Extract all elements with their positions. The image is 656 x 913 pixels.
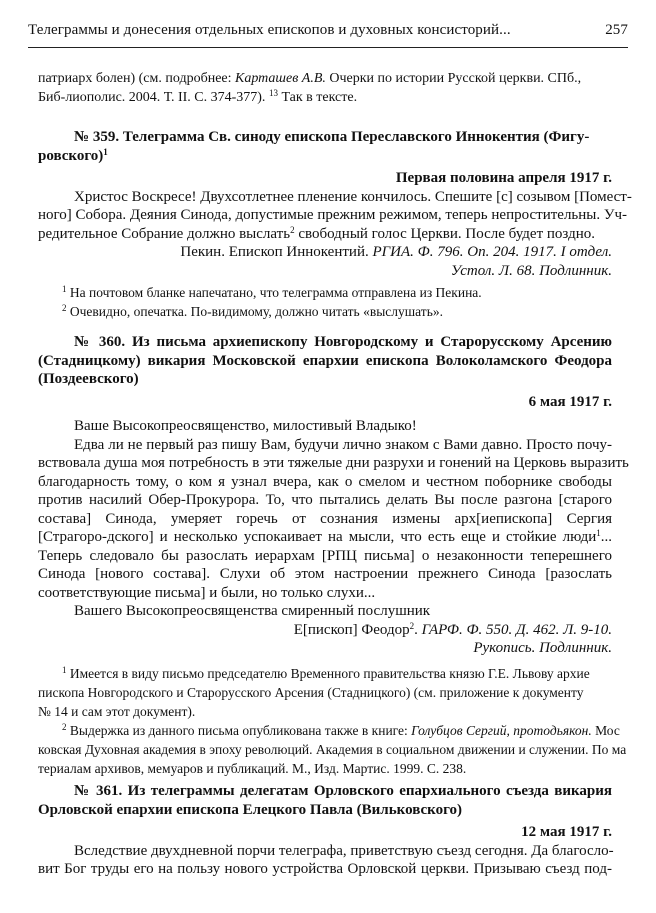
document-361 bbox=[38, 782, 612, 879]
doc360-greeting: Ваше Высокопреосвященство, милостивый Владыко! bbox=[74, 418, 417, 434]
document-360 bbox=[38, 333, 629, 778]
doc360-footnotes bbox=[38, 664, 627, 778]
doc360-body-line-3: благодарность тому, о ком я узнал вчера, как о смелом и честном поборнике свободы bbox=[38, 473, 612, 490]
doc360-footnote-2-line-1: $^2$ Выдержка из данного письма опубликована также в книге: Голубцов Сергий, протодьякон. Мос bbox=[62, 721, 620, 738]
doc359-signature: Пекин. Епископ Иннокентий. РГИА. Ф. 796. Оп. 204. 1917. I отдел. bbox=[180, 244, 612, 260]
doc360-signature: Е[пископ] Феодор$^2$. ГАРФ. Ф. 550. Д. 462. Л. 9-10. bbox=[293, 620, 612, 638]
doc360-title-line-2: (Стадницкому) викария Московской епархии епископа Волоколамского Феодора bbox=[38, 352, 612, 369]
doc360-footnote-1-line-3: № 14 и сам этот документ). bbox=[38, 703, 196, 719]
doc360-body-line-1: Едва ли не первый раз пишу Вам, будучи лично знаком с Вами давно. Просто почу- bbox=[74, 436, 612, 453]
doc361-date: 12 мая 1917 г. bbox=[521, 824, 612, 840]
doc360-footnote-2-line-2: ковская Духовная академия в эпоху революций. Академия в социальном движении и служении. По ма bbox=[38, 741, 627, 757]
doc360-body-line-8: Синода [нового состава]. Слухи об этом настроении прежнего Синода [разослать bbox=[38, 566, 612, 582]
doc360-body-line-4: против насилий Обер-Прокурора. То, что пытались делать Вы после разгона [старого bbox=[38, 492, 612, 508]
carryover-line-2: Биб-лиополис. 2004. Т. II. С. 374-377). $^{13}$ Так в тексте. bbox=[38, 87, 358, 105]
doc360-body-line-7: Теперь следовало бы разослать иерархам [РПЦ письма] о незаконности теперешнего bbox=[38, 547, 612, 564]
doc359-body-line-2: ного] Собора. Деяния Синода, допустимые прежним режимом, теперь непростительны. Уч- bbox=[38, 207, 628, 223]
doc359-date: Первая половина апреля 1917 г. bbox=[395, 170, 612, 186]
doc360-footnote-1-line-1: $^1$ Имеется в виду письмо председателю Временного правительства князю Г.Е. Львову архие bbox=[62, 664, 590, 681]
doc361-body-line-1: Вследствие двухдневной порчи телеграфа, приветствую съезд сегодня. Да благосло- bbox=[74, 842, 614, 859]
doc360-body-line-6: [Страгоро-дского] и несколько успокаивает на мысли, что есть еще и стойкие люди$^1$... bbox=[38, 528, 612, 545]
doc361-body-line-2: вит Бог труды его на пользу нового устройства Орловской церкви. Призываю съезд под- bbox=[38, 861, 612, 877]
doc359-archive: РГИА. Ф. 796. Оп. 204. 1917. I отдел. bbox=[372, 244, 612, 260]
doc359-title-line-2: ровского)$^1$ bbox=[38, 146, 108, 164]
page-number: 257 bbox=[605, 22, 628, 38]
doc361-title-line-1: № 361. Из телеграммы делегатам Орловского епархиального съезда викария bbox=[74, 783, 612, 799]
doc360-body-line-2: вствовала душа моя потребность в эти тяжелые дни разрухи и гонений на Церковь выразить bbox=[38, 455, 629, 471]
doc360-footnote-2-line-3: териалам архивов, мемуаров и публикаций. М., Изд. Мартис. 1999. С. 238. bbox=[38, 760, 467, 776]
doc360-date: 6 мая 1917 г. bbox=[528, 393, 612, 410]
doc360-title-line-3: (Поздеевского) bbox=[38, 371, 139, 387]
doc359-footnotes bbox=[38, 283, 612, 321]
doc359-archive-line-2: Устол. Л. 68. Подлинник. bbox=[450, 262, 612, 279]
doc360-body-line-5: состава] Синода, умеряет горечь от сознания измены арх[иепископа] Сергия bbox=[38, 510, 612, 527]
doc359-footnote-1: $^1$ На почтовом бланке напечатано, что телеграмма отправлена из Пекина. bbox=[62, 284, 482, 300]
doc360-title-line-1: № 360. Из письма архиепископу Новгородскому и Старорусскому Арсению bbox=[74, 334, 612, 350]
doc360-body-line-9: соответствующие письма] и были, но только слухи... bbox=[38, 584, 376, 601]
document-359 bbox=[38, 128, 632, 321]
doc360-archive-line-2: Рукопись. Подлинник. bbox=[473, 640, 612, 656]
doc359-title-line-1: № 359. Телеграмма Св. синоду епископа Переславского Иннокентия (Фигу- bbox=[74, 129, 590, 145]
doc359-body-line-1: Христос Воскресе! Двухсотлетнее пленение кончилось. Спешите [с] созывом [Помест- bbox=[74, 188, 632, 205]
doc360-archive: ГАРФ. Ф. 550. Д. 462. Л. 9-10. bbox=[421, 621, 612, 638]
doc359-body-line-3: редительное Собрание должно выслать$^2$ свободный голос Церкви. После будет поздно. bbox=[38, 224, 595, 242]
doc361-title-line-2: Орловской епархии епископа Елецкого Павла (Вильковского) bbox=[38, 801, 463, 818]
doc359-footnote-2: $^2$ Очевидно, опечатка. По-видимому, должно читать «выслушать». bbox=[62, 303, 443, 319]
header-rule bbox=[28, 47, 628, 48]
doc360-footnote-1-line-2: пископа Новгородского и Старорусского Арсения (Стадницкого) (см. приложение к документу bbox=[38, 684, 584, 700]
carryover-line-1: патриарх болен) (см. подробнее: Карташев А.В. Очерки по истории Русской церкви. СПб., bbox=[38, 71, 582, 86]
running-title: Телеграммы и донесения отдельных епископов и духовных консисторий... bbox=[28, 22, 511, 38]
carryover-footnote bbox=[38, 70, 612, 107]
running-header bbox=[28, 22, 628, 39]
doc360-closing: Вашего Высокопреосвященства смиренный послушник bbox=[74, 603, 431, 619]
